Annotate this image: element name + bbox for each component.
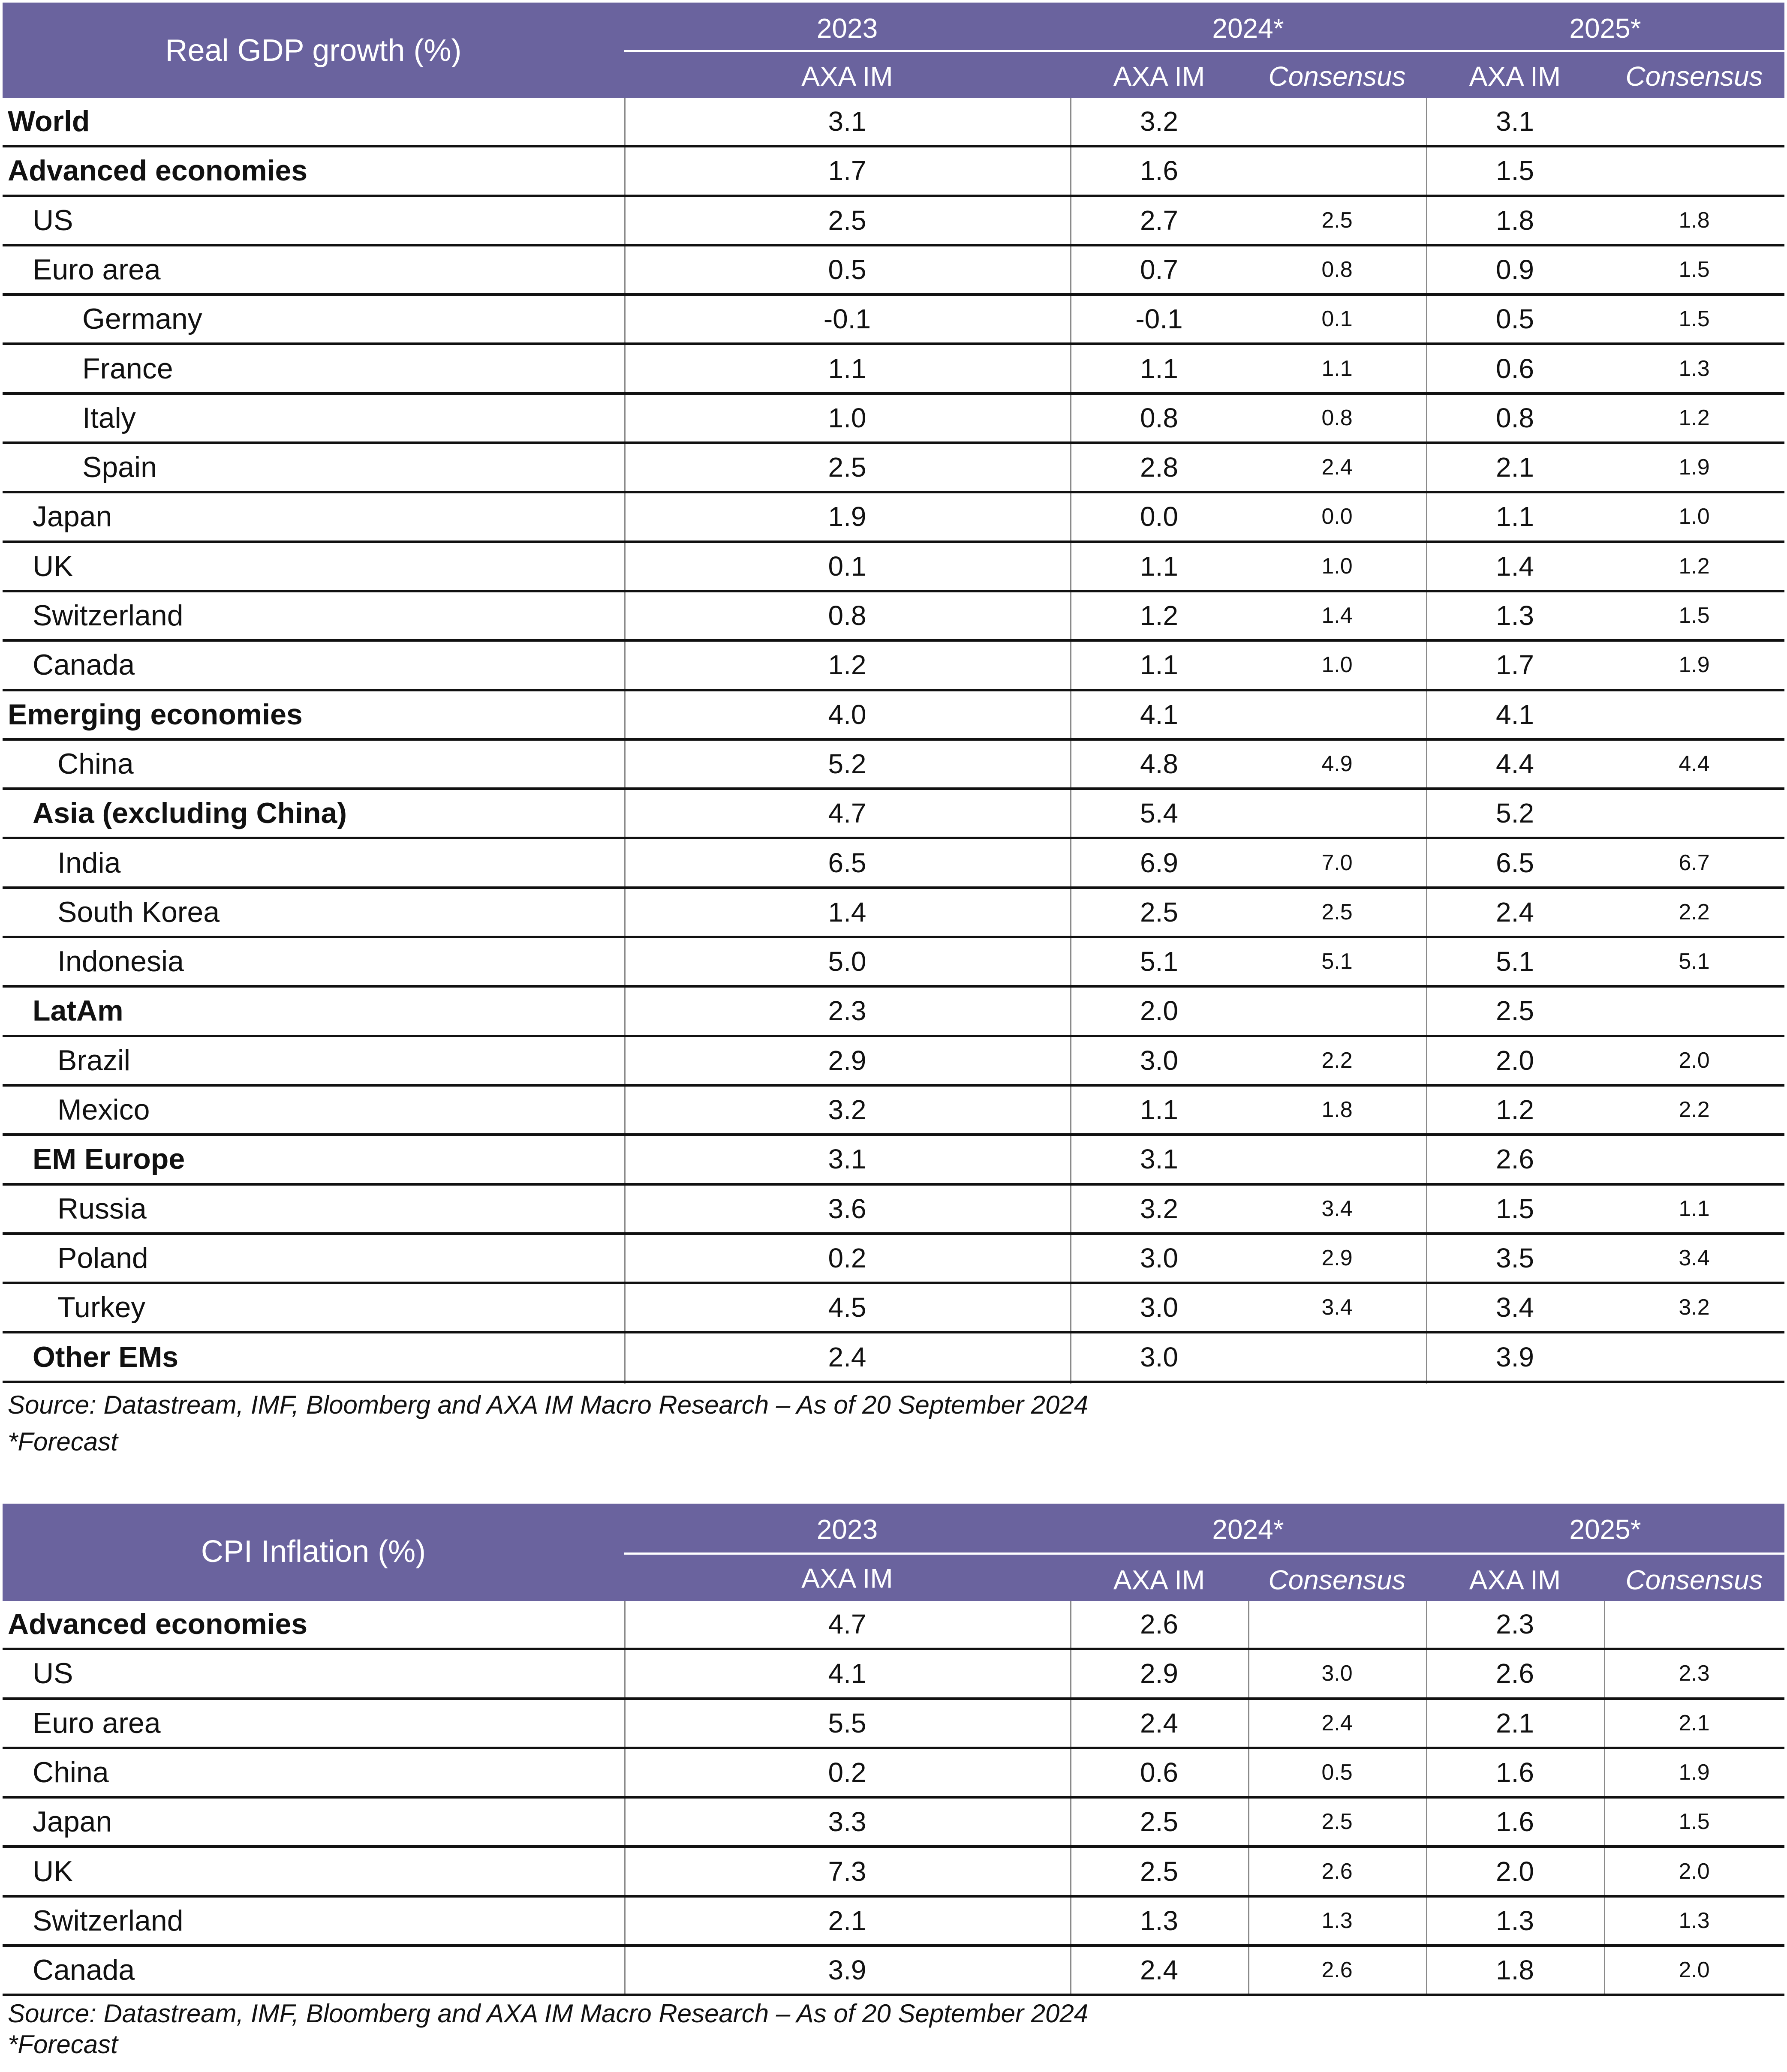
gdp-year-2025: 2025* [1569, 13, 1641, 44]
axa-im-value: 3.2 [1140, 1193, 1178, 1224]
axa-im-value: 2.5 [1140, 896, 1178, 928]
axa-im-value: 0.6 [1496, 353, 1534, 384]
axa-im-value: 2.0 [1496, 1856, 1534, 1887]
axa-im-value: 2.5 [1496, 995, 1534, 1027]
row-label: Japan [33, 1805, 112, 1838]
axa-im-value: 4.8 [1140, 748, 1178, 779]
row-label: UK [33, 1855, 73, 1888]
cpi-year-2023: 2023 [816, 1514, 878, 1545]
table-row [3, 1087, 1784, 1136]
table-row [3, 691, 1784, 741]
axa-im-value: 4.0 [828, 699, 866, 730]
axa-im-value: 1.7 [828, 155, 866, 186]
cpi-year-2024: 2024* [1212, 1514, 1284, 1545]
consensus-value: 1.9 [1679, 1760, 1710, 1785]
axa-im-value: 0.5 [828, 254, 866, 285]
axa-im-value: 2.6 [1140, 1609, 1178, 1640]
row-label: Canada [33, 1954, 135, 1987]
axa-im-value: 3.1 [1496, 106, 1534, 137]
consensus-value: 2.6 [1321, 1859, 1353, 1884]
table-row [3, 1898, 1784, 1947]
consensus-value: 0.0 [1321, 504, 1353, 529]
row-label: LatAm [33, 994, 123, 1027]
consensus-value [1248, 1136, 1426, 1183]
consensus-value: 2.0 [1679, 1859, 1710, 1884]
consensus-value [1248, 147, 1426, 194]
table-row [3, 1749, 1784, 1799]
axa-im-value: 4.1 [828, 1658, 866, 1689]
axa-im-value: 3.1 [828, 1144, 866, 1175]
consensus-value: 2.0 [1679, 1048, 1710, 1073]
consensus-value: 2.2 [1679, 899, 1710, 925]
axa-im-value: 1.1 [1140, 649, 1178, 681]
axa-im-value: 2.5 [1140, 1806, 1178, 1838]
gdp-year-2024: 2024* [1212, 13, 1284, 44]
table-row [3, 444, 1784, 493]
consensus-value: 5.1 [1679, 949, 1710, 974]
gdp-table-header [3, 3, 1784, 98]
axa-im-value: 2.8 [1140, 452, 1178, 483]
gdp-sub-axa-2025: AXA IM [1469, 61, 1561, 92]
consensus-value [1248, 1334, 1426, 1381]
row-label: World [8, 105, 90, 138]
table-row [3, 592, 1784, 642]
table-row [3, 1235, 1784, 1284]
consensus-value: 1.5 [1679, 306, 1710, 332]
table-row [3, 98, 1784, 147]
consensus-value: 2.2 [1679, 1097, 1710, 1122]
consensus-value: 5.1 [1321, 949, 1353, 974]
axa-im-value: 6.5 [828, 847, 866, 878]
axa-im-value: 2.1 [1496, 1707, 1534, 1739]
cpi-sub-consensus-2024: Consensus [1268, 1565, 1406, 1595]
axa-im-value: 1.4 [828, 896, 866, 928]
axa-im-value: 5.4 [1140, 798, 1178, 829]
row-label: Switzerland [33, 1904, 184, 1937]
axa-im-value: 4.5 [828, 1292, 866, 1323]
consensus-value: 1.5 [1679, 257, 1710, 282]
axa-im-value: 3.1 [1140, 1144, 1178, 1175]
consensus-value [1604, 1601, 1784, 1648]
consensus-value: 1.2 [1679, 405, 1710, 430]
consensus-value: 3.4 [1321, 1295, 1353, 1320]
axa-im-value: 1.0 [828, 402, 866, 433]
axa-im-value: 1.2 [1496, 1094, 1534, 1125]
row-label: Advanced economies [8, 1608, 308, 1640]
cpi-sub-axa-2025: AXA IM [1469, 1565, 1561, 1595]
consensus-value: 2.0 [1679, 1958, 1710, 1983]
axa-im-value: 2.9 [828, 1045, 866, 1076]
axa-im-value: 1.1 [1140, 550, 1178, 582]
consensus-value: 1.0 [1679, 504, 1710, 529]
axa-im-value: 3.2 [1140, 106, 1178, 137]
row-label: UK [33, 550, 73, 583]
axa-im-value: 1.2 [828, 649, 866, 681]
row-label: Italy [82, 401, 136, 434]
consensus-value [1604, 988, 1784, 1034]
axa-im-value: 5.1 [1496, 946, 1534, 977]
consensus-value: 0.8 [1321, 257, 1353, 282]
row-label: Canada [33, 649, 135, 682]
axa-im-value: 4.7 [828, 1609, 866, 1640]
table-row [3, 642, 1784, 691]
table-row [3, 988, 1784, 1037]
axa-im-value: 1.2 [1140, 600, 1178, 631]
table-row [3, 1136, 1784, 1185]
table-row [3, 1700, 1784, 1749]
axa-im-value: 1.4 [1496, 550, 1534, 582]
axa-im-value: 2.5 [828, 204, 866, 236]
cpi-sub-consensus-2025: Consensus [1625, 1565, 1763, 1595]
axa-im-value: 0.2 [828, 1757, 866, 1788]
axa-im-value: 3.9 [828, 1955, 866, 1986]
row-label: France [82, 352, 173, 385]
axa-im-value: 1.1 [1140, 1094, 1178, 1125]
table-row [3, 790, 1784, 839]
consensus-value: 3.0 [1321, 1661, 1353, 1686]
axa-im-value: 0.6 [1140, 1757, 1178, 1788]
axa-im-value: 0.9 [1496, 254, 1534, 285]
consensus-value: 0.8 [1321, 405, 1353, 430]
consensus-value [1248, 988, 1426, 1034]
row-label: Mexico [57, 1093, 150, 1126]
row-label: Brazil [57, 1044, 131, 1077]
gdp-growth-table [3, 3, 1784, 1469]
consensus-value: 3.4 [1321, 1196, 1353, 1221]
row-label: US [33, 1657, 73, 1690]
gdp-year-2023: 2023 [816, 13, 878, 44]
cpi-year-2025: 2025* [1569, 1514, 1641, 1545]
consensus-value: 6.7 [1679, 850, 1710, 875]
table-row [3, 1601, 1784, 1650]
table-row [3, 543, 1784, 592]
axa-im-value: 3.0 [1140, 1292, 1178, 1323]
consensus-value: 4.9 [1321, 751, 1353, 776]
axa-im-value: 1.9 [828, 501, 866, 532]
consensus-value: 2.5 [1321, 1809, 1353, 1835]
axa-im-value: 5.1 [1140, 946, 1178, 977]
consensus-value: 1.4 [1321, 603, 1353, 628]
row-label: Germany [82, 303, 202, 336]
axa-im-value: 2.9 [1140, 1658, 1178, 1689]
table-row [3, 1334, 1784, 1383]
axa-im-value: 0.5 [1496, 303, 1534, 335]
row-label: Switzerland [33, 599, 184, 632]
consensus-value: 0.5 [1321, 1760, 1353, 1785]
row-label: China [33, 1756, 109, 1789]
cpi-table-header [3, 1504, 1784, 1601]
axa-im-value: 3.4 [1496, 1292, 1534, 1323]
consensus-value: 2.9 [1321, 1245, 1353, 1270]
axa-im-value: 0.8 [1496, 402, 1534, 433]
axa-im-value: 3.1 [828, 106, 866, 137]
consensus-value [1248, 691, 1426, 738]
axa-im-value: 2.4 [1140, 1955, 1178, 1986]
table-row [3, 741, 1784, 790]
row-label: EM Europe [33, 1143, 185, 1176]
consensus-value: 1.1 [1679, 1196, 1710, 1221]
axa-im-value: 3.2 [828, 1094, 866, 1125]
consensus-value: 2.1 [1679, 1710, 1710, 1736]
row-label: China [57, 747, 134, 780]
table-row [3, 147, 1784, 197]
axa-im-value: 1.5 [1496, 155, 1534, 186]
table-row [3, 197, 1784, 246]
axa-im-value: 5.0 [828, 946, 866, 977]
consensus-value [1604, 1334, 1784, 1381]
table-row [3, 296, 1784, 345]
row-label: Other EMs [33, 1340, 179, 1373]
axa-im-value: 1.1 [828, 353, 866, 384]
axa-im-value: 5.2 [1496, 798, 1534, 829]
consensus-value: 2.5 [1321, 207, 1353, 233]
axa-im-value: 1.3 [1496, 600, 1534, 631]
consensus-value [1248, 98, 1426, 145]
axa-im-value: 1.3 [1496, 1905, 1534, 1936]
consensus-value [1604, 98, 1784, 145]
axa-im-value: 2.0 [1140, 995, 1178, 1027]
gdp-sub-consensus-2025: Consensus [1625, 61, 1763, 92]
consensus-value [1604, 790, 1784, 837]
axa-im-value: 1.6 [1496, 1757, 1534, 1788]
cpi-sub-axa-2023: AXA IM [801, 1563, 893, 1594]
axa-im-value: 1.8 [1496, 1955, 1534, 1986]
axa-im-value: 0.8 [828, 600, 866, 631]
table-row [3, 1037, 1784, 1087]
row-label: Asia (excluding China) [33, 797, 347, 830]
table-row [3, 1799, 1784, 1848]
consensus-value: 2.2 [1321, 1048, 1353, 1073]
table-row [3, 246, 1784, 296]
axa-im-value: 2.1 [828, 1905, 866, 1936]
axa-im-value: -0.1 [823, 303, 871, 335]
axa-im-value: 5.5 [828, 1707, 866, 1739]
axa-im-value: 5.2 [828, 748, 866, 779]
consensus-value: 3.2 [1679, 1295, 1710, 1320]
axa-im-value: 1.3 [1140, 1905, 1178, 1936]
consensus-value: 1.8 [1679, 207, 1710, 233]
consensus-value: 1.3 [1321, 1908, 1353, 1933]
axa-im-value: 2.4 [1496, 896, 1534, 928]
axa-im-value: 2.5 [1140, 1856, 1178, 1887]
row-label: Euro area [33, 253, 161, 286]
axa-im-value: 7.3 [828, 1856, 866, 1887]
axa-im-value: 3.0 [1140, 1341, 1178, 1372]
consensus-value: 2.3 [1679, 1661, 1710, 1686]
consensus-value [1248, 1601, 1426, 1648]
cpi-forecast-footnote: *Forecast [8, 2030, 118, 2059]
cpi-header-divider [624, 1552, 1784, 1555]
axa-im-value: -0.1 [1135, 303, 1183, 335]
row-label: Euro area [33, 1706, 161, 1739]
axa-im-value: 1.6 [1140, 155, 1178, 186]
axa-im-value: 1.5 [1496, 1193, 1534, 1224]
axa-im-value: 2.4 [1140, 1707, 1178, 1739]
table-row [3, 1284, 1784, 1333]
axa-im-value: 1.8 [1496, 204, 1534, 236]
axa-im-value: 0.8 [1140, 402, 1178, 433]
axa-im-value: 1.1 [1496, 501, 1534, 532]
table-row [3, 889, 1784, 938]
axa-im-value: 4.7 [828, 798, 866, 829]
axa-im-value: 2.6 [1496, 1658, 1534, 1689]
axa-im-value: 1.1 [1140, 353, 1178, 384]
consensus-value: 1.5 [1679, 1809, 1710, 1835]
cpi-inflation-table [3, 1504, 1784, 2072]
row-label: Indonesia [57, 945, 184, 978]
axa-im-value: 3.6 [828, 1193, 866, 1224]
axa-im-value: 1.7 [1496, 649, 1534, 681]
axa-im-value: 3.0 [1140, 1242, 1178, 1273]
table-row [3, 493, 1784, 543]
consensus-value: 1.9 [1679, 455, 1710, 480]
consensus-value: 1.3 [1679, 1908, 1710, 1933]
axa-im-value: 4.1 [1496, 699, 1534, 730]
row-label: India [57, 846, 121, 879]
gdp-sub-consensus-2024: Consensus [1268, 61, 1406, 92]
axa-im-value: 1.6 [1496, 1806, 1534, 1838]
axa-im-value: 0.0 [1140, 501, 1178, 532]
axa-im-value: 2.3 [1496, 1609, 1534, 1640]
gdp-source-note: Source: Datastream, IMF, Bloomberg and AXA IM Macro Research – As of 20 September 2024 [8, 1390, 1089, 1419]
table-row [3, 1947, 1784, 1996]
consensus-value: 3.4 [1679, 1245, 1710, 1270]
cpi-sub-axa-2024: AXA IM [1113, 1565, 1205, 1595]
table-row [3, 840, 1784, 889]
consensus-value: 2.5 [1321, 899, 1353, 925]
axa-im-value: 2.0 [1496, 1045, 1534, 1076]
consensus-value: 1.9 [1679, 652, 1710, 678]
row-label: Turkey [57, 1291, 146, 1324]
axa-im-value: 3.3 [828, 1806, 866, 1838]
row-label: Emerging economies [8, 698, 303, 731]
axa-im-value: 0.7 [1140, 254, 1178, 285]
consensus-value: 1.1 [1321, 356, 1353, 381]
consensus-value: 2.6 [1321, 1958, 1353, 1983]
gdp-sub-axa-2023: AXA IM [801, 61, 893, 92]
row-label: South Korea [57, 895, 220, 928]
consensus-value: 1.3 [1679, 356, 1710, 381]
cpi-source-note: Source: Datastream, IMF, Bloomberg and AXA IM Macro Research – As of 20 September 2024 [8, 1999, 1089, 2028]
consensus-value: 1.2 [1679, 553, 1710, 579]
row-label: Poland [57, 1241, 148, 1274]
axa-im-value: 6.9 [1140, 847, 1178, 878]
table-row [3, 345, 1784, 395]
axa-im-value: 4.4 [1496, 748, 1534, 779]
row-label: US [33, 204, 73, 237]
axa-im-value: 0.1 [828, 550, 866, 582]
axa-im-value: 6.5 [1496, 847, 1534, 878]
consensus-value: 1.0 [1321, 553, 1353, 579]
consensus-value: 1.5 [1679, 603, 1710, 628]
axa-im-value: 2.1 [1496, 452, 1534, 483]
consensus-value: 0.1 [1321, 306, 1353, 332]
axa-im-value: 2.3 [828, 995, 866, 1027]
consensus-value: 2.4 [1321, 1710, 1353, 1736]
consensus-value [1604, 691, 1784, 738]
consensus-value [1604, 147, 1784, 194]
gdp-table-title: Real GDP growth (%) [165, 33, 462, 68]
cpi-table-title: CPI Inflation (%) [201, 1534, 426, 1569]
row-label: Japan [33, 500, 112, 533]
consensus-value: 7.0 [1321, 850, 1353, 875]
axa-im-value: 3.0 [1140, 1045, 1178, 1076]
axa-im-value: 3.5 [1496, 1242, 1534, 1273]
consensus-value: 2.4 [1321, 455, 1353, 480]
table-row [3, 395, 1784, 444]
table-row [3, 1848, 1784, 1898]
row-label: Advanced economies [8, 154, 308, 187]
row-label: Russia [57, 1192, 147, 1225]
gdp-sub-axa-2024: AXA IM [1113, 61, 1205, 92]
consensus-value [1248, 790, 1426, 837]
axa-im-value: 3.9 [1496, 1341, 1534, 1372]
gdp-header-divider [624, 50, 1784, 52]
table-row [3, 938, 1784, 988]
axa-im-value: 2.6 [1496, 1144, 1534, 1175]
consensus-value: 4.4 [1679, 751, 1710, 776]
axa-im-value: 2.5 [828, 452, 866, 483]
consensus-value [1604, 1136, 1784, 1183]
table-row [3, 1186, 1784, 1235]
axa-im-value: 4.1 [1140, 699, 1178, 730]
table-row [3, 1650, 1784, 1700]
axa-im-value: 0.2 [828, 1242, 866, 1273]
consensus-value: 1.8 [1321, 1097, 1353, 1122]
consensus-value: 1.0 [1321, 652, 1353, 678]
axa-im-value: 2.4 [828, 1341, 866, 1372]
row-label: Spain [82, 451, 157, 484]
gdp-forecast-footnote: *Forecast [8, 1427, 118, 1456]
axa-im-value: 2.7 [1140, 204, 1178, 236]
